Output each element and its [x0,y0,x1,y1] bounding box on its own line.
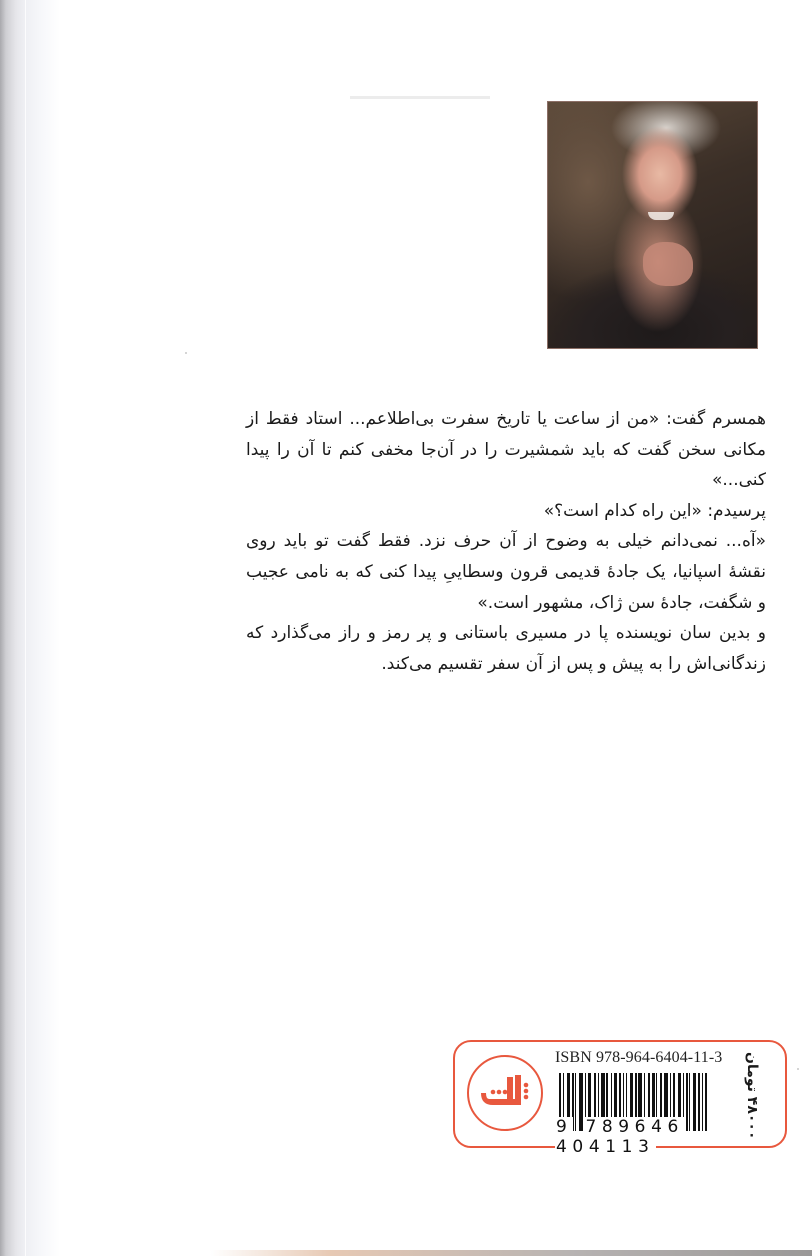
back-cover-blurb [246,404,766,679]
blurb-paragraph-3: «آه... نمی‌دانم خیلی به وضوح از آن حرف نزد. فقط گفت تو باید روی نقشهٔ اسپانیا، یک جادهٔ قدیمی قرون وسطاییِ پیدا کنی که به نامی عجیب و شگفت، جادهٔ سن ژاک، مشهور است.» [246,531,766,613]
paper-edge-mark [350,96,490,99]
print-speck [797,1068,799,1070]
barcode-digit-group-2: 404113 [556,1137,655,1157]
barcode-digit-group-1: 789646 [585,1117,684,1137]
publisher-logo-icon [477,1073,533,1113]
isbn-label: ISBN 978-964-6404-11-3 [555,1049,723,1066]
photo-detail-smile [648,212,674,220]
barcode-digits [555,1117,731,1157]
publisher-logo [467,1055,543,1131]
cover-bottom-edge [210,1250,812,1256]
isbn-barcode-panel [453,1040,787,1157]
blurb-paragraph-4: و بدین سان نویسنده پا در مسیری باستانی و پر رمز و راز می‌گذارد که زندگانی‌اش را به پیش و پس از آن سفر تقسیم می‌کند. [246,623,766,674]
price-label: ۴۸۰۰۰ تومان [744,1052,760,1140]
barcode-digit-lead: 9 [556,1117,573,1137]
photo-detail-hand [643,242,693,286]
blurb-paragraph-2: پرسیدم: «این راه کدام است؟» [543,500,766,521]
book-spine-shadow [0,0,60,1256]
author-photo [547,101,758,349]
blurb-paragraph-1: همسرم گفت: «من از ساعت یا تاریخ سفرت بی‌اطلاعم... استاد فقط از مکانی سخن گفت که باید شمشیرت را در آن‌جا مخفی کنم تا آن را پیدا کنی...» [246,409,766,491]
spine-crease [25,0,26,1256]
print-speck [185,352,187,354]
